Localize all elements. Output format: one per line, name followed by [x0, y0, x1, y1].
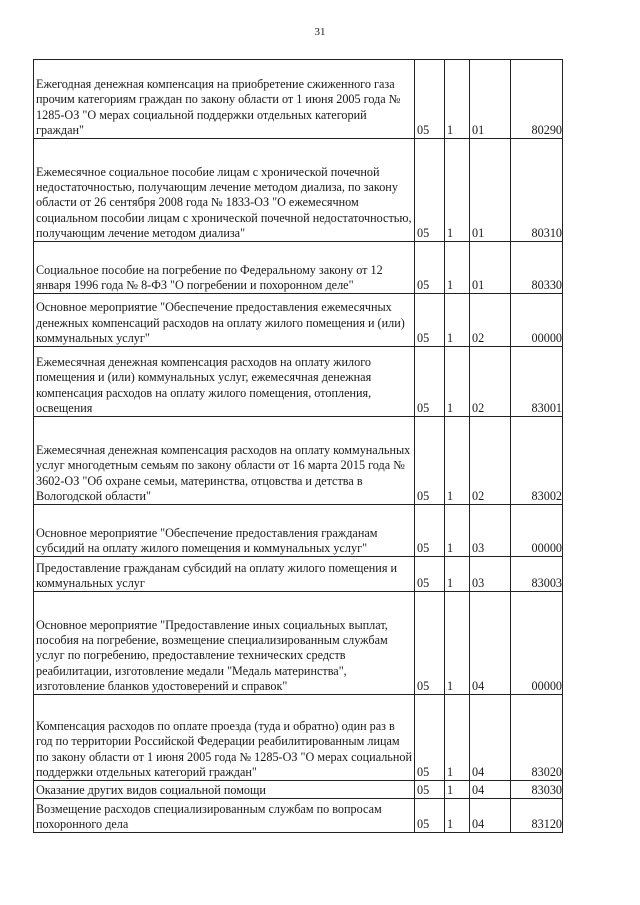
section-code: 05 [415, 242, 445, 294]
section-code: 05 [415, 60, 445, 139]
table-row [34, 557, 563, 592]
row-description: Ежемесячная денежная компенсация расходов на оплату коммунальных услуг многодетным семьям по закону области от 16 марта 2015 года № 3602-ОЗ "Об охране семьи, материнства, отцовства и детства в Вологодской области" [34, 417, 415, 505]
subprogram-code: 1 [445, 781, 470, 799]
subprogram-code: 1 [445, 557, 470, 592]
section-code: 05 [415, 557, 445, 592]
row-description: Основное мероприятие "Обеспечение предоставления ежемесячных денежных компенсаций расходов на оплату жилого помещения и (или) коммунальных услуг" [34, 294, 415, 347]
activity-code: 04 [470, 592, 511, 695]
row-description: Ежемесячное социальное пособие лицам с хронической почечной недостаточностью, получающим лечение методом диализа, по закону области от 26 сентября 2008 года № 1833-ОЗ "О ежемесячном социальном пособии лицам с хронической почечной недостаточностью, получающим лечение методом диализа" [34, 139, 415, 242]
direction-code: 83002 [511, 417, 563, 505]
activity-code: 03 [470, 557, 511, 592]
row-description: Возмещение расходов специализированным службам по вопросам похоронного дела [34, 799, 415, 833]
subprogram-code: 1 [445, 592, 470, 695]
row-description: Ежемесячная денежная компенсация расходов на оплату жилого помещения и (или) коммунальных услуг, ежемесячная денежная компенсация расходов на оплату жилого помещения, отопления, освещения [34, 347, 415, 417]
table-row [34, 347, 563, 417]
activity-code: 01 [470, 60, 511, 139]
subprogram-code: 1 [445, 799, 470, 833]
row-description: Предоставление гражданам субсидий на оплату жилого помещения и коммунальных услуг [34, 557, 415, 592]
row-description: Ежегодная денежная компенсация на приобретение сжиженного газа прочим категориям граждан по закону области от 1 июня 2005 года № 1285-ОЗ "О мерах социальной поддержки отдельных категорий граждан" [34, 60, 415, 139]
direction-code: 00000 [511, 505, 563, 557]
table-row [34, 417, 563, 505]
activity-code: 01 [470, 139, 511, 242]
direction-code: 83020 [511, 695, 563, 781]
budget-classification-table [33, 59, 563, 833]
activity-code: 04 [470, 695, 511, 781]
row-description: Социальное пособие на погребение по Федеральному закону от 12 января 1996 года № 8-ФЗ "О погребении и похоронном деле" [34, 242, 415, 294]
direction-code: 83001 [511, 347, 563, 417]
direction-code: 00000 [511, 592, 563, 695]
table-row [34, 505, 563, 557]
section-code: 05 [415, 294, 445, 347]
direction-code: 80290 [511, 60, 563, 139]
table-row [34, 60, 563, 139]
subprogram-code: 1 [445, 695, 470, 781]
section-code: 05 [415, 592, 445, 695]
section-code: 05 [415, 505, 445, 557]
direction-code: 83030 [511, 781, 563, 799]
subprogram-code: 1 [445, 347, 470, 417]
direction-code: 80310 [511, 139, 563, 242]
table-row [34, 242, 563, 294]
table-row [34, 139, 563, 242]
row-description: Компенсация расходов по оплате проезда (туда и обратно) один раз в год по территории Российской Федерации реабилитированным лицам по закону области от 1 июня 2005 года № 1285-ОЗ "О мерах социальной поддержки отдельных категорий граждан" [34, 695, 415, 781]
activity-code: 03 [470, 505, 511, 557]
table-row [34, 781, 563, 799]
subprogram-code: 1 [445, 417, 470, 505]
section-code: 05 [415, 139, 445, 242]
direction-code: 80330 [511, 242, 563, 294]
table-row [34, 294, 563, 347]
section-code: 05 [415, 781, 445, 799]
table-row [34, 799, 563, 833]
subprogram-code: 1 [445, 139, 470, 242]
subprogram-code: 1 [445, 242, 470, 294]
table-row [34, 695, 563, 781]
section-code: 05 [415, 695, 445, 781]
page-number: 31 [314, 26, 326, 38]
section-code: 05 [415, 799, 445, 833]
section-code: 05 [415, 347, 445, 417]
subprogram-code: 1 [445, 294, 470, 347]
subprogram-code: 1 [445, 505, 470, 557]
activity-code: 02 [470, 417, 511, 505]
activity-code: 02 [470, 347, 511, 417]
row-description: Основное мероприятие "Обеспечение предоставления гражданам субсидий на оплату жилого помещения и коммунальных услуг" [34, 505, 415, 557]
row-description: Оказание других видов социальной помощи [34, 781, 415, 799]
row-description: Основное мероприятие "Предоставление иных социальных выплат, пособия на погребение, возмещение специализированным службам услуг по погребению, предоставление технических средств реабилитации, изготовление медали "Медаль материнства", изготовление бланков удостоверений и справок" [34, 592, 415, 695]
activity-code: 01 [470, 242, 511, 294]
activity-code: 02 [470, 294, 511, 347]
direction-code: 83003 [511, 557, 563, 592]
direction-code: 00000 [511, 294, 563, 347]
activity-code: 04 [470, 781, 511, 799]
activity-code: 04 [470, 799, 511, 833]
section-code: 05 [415, 417, 445, 505]
table-row [34, 592, 563, 695]
direction-code: 83120 [511, 799, 563, 833]
subprogram-code: 1 [445, 60, 470, 139]
